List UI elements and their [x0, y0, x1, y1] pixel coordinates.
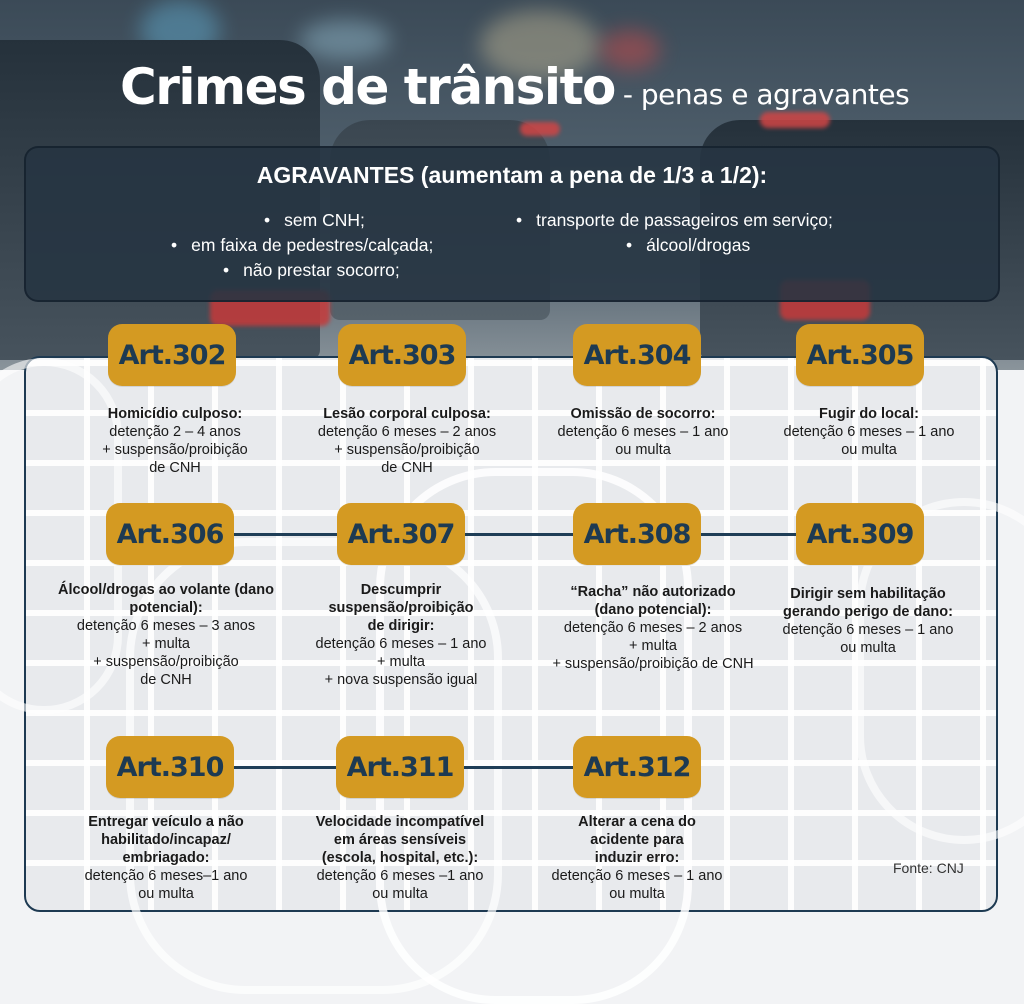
article-description [298, 581, 504, 689]
agravante-item: • em faixa de pedestres/calçada; [171, 235, 433, 256]
article-description [764, 405, 974, 459]
article-description [66, 813, 266, 903]
agravantes-box [24, 146, 1000, 302]
article-penalty: de CNH [140, 672, 192, 688]
article-title: Lesão corporal culposa: [323, 406, 491, 422]
article-penalty: detenção 6 meses – 2 anos [563, 620, 743, 636]
article-badge: Art.311 [336, 736, 464, 798]
article-penalty: detenção 6 meses – 1 ano [551, 868, 723, 884]
article-penalty: ou multa [138, 886, 194, 902]
article-penalty: detenção 6 meses – 3 anos [76, 618, 256, 634]
article-description [768, 585, 968, 657]
article-title: Fugir do local: [819, 406, 919, 422]
article-title: Alterar a cena do acidente para induzir erro: [578, 814, 696, 866]
article-badge: Art.308 [573, 503, 701, 565]
agravante-item: • sem CNH; [264, 210, 365, 231]
article-title: Homicídio culposo: [107, 406, 243, 422]
article-title: Entregar veículo a não habilitado/incapaz/ embriagado: [88, 814, 244, 866]
article-description [70, 405, 280, 477]
article-title: Dirigir sem habilitação gerando perigo de dano: [783, 586, 953, 620]
article-badge: Art.312 [573, 736, 701, 798]
article-badge: Art.305 [796, 324, 924, 386]
article-penalty: + multa [142, 636, 190, 652]
article-penalty: + multa [629, 638, 677, 654]
article-penalty: de CNH [381, 460, 433, 476]
article-title: Descumprir suspensão/proibição de dirigir: [328, 582, 474, 634]
article-title: Omissão de socorro: [570, 406, 716, 422]
article-description [538, 405, 748, 459]
source-credit: Fonte: CNJ [893, 860, 964, 876]
article-penalty: detenção 6 meses – 2 anos [317, 424, 497, 440]
article-badge: Art.307 [337, 503, 465, 565]
agravantes-heading: AGRAVANTES (aumentam a pena de 1/3 a 1/2): [256, 162, 768, 188]
article-penalty: + suspensão/proibição [102, 442, 248, 458]
article-badge: Art.309 [796, 503, 924, 565]
article-penalty: detenção 6 meses – 1 ano [315, 636, 487, 652]
article-badge: Art.306 [106, 503, 234, 565]
article-penalty: detenção 6 meses – 1 ano [557, 424, 729, 440]
article-penalty: de CNH [149, 460, 201, 476]
article-description [302, 405, 512, 477]
article-penalty: + suspensão/proibição [334, 442, 480, 458]
article-penalty: ou multa [372, 886, 428, 902]
article-penalty: detenção 6 meses – 1 ano [782, 622, 954, 638]
article-penalty: ou multa [841, 442, 897, 458]
article-penalty: ou multa [609, 886, 665, 902]
title-main: Crimes de trânsito [120, 58, 615, 116]
title-subtitle: - penas e agravantes [622, 78, 910, 111]
article-description [537, 813, 737, 903]
agravante-item: • transporte de passageiros em serviço; [516, 210, 833, 231]
article-penalty: detenção 6 meses –1 ano [316, 868, 484, 884]
article-title: Velocidade incompatível em áreas sensíveis (escola, hospital, etc.): [315, 814, 485, 866]
article-penalty: detenção 6 meses–1 ano [84, 868, 248, 884]
page-title [120, 58, 909, 116]
article-penalty: + suspensão/proibição de CNH [552, 656, 754, 672]
article-description [300, 813, 500, 903]
article-badge: Art.303 [338, 324, 466, 386]
article-description [538, 583, 768, 673]
connector-line [234, 533, 806, 536]
article-penalty: + nova suspensão igual [324, 672, 478, 688]
article-title: “Racha” não autorizado (dano potencial): [570, 584, 736, 618]
article-badge: Art.304 [573, 324, 701, 386]
article-penalty: + suspensão/proibição [93, 654, 239, 670]
article-penalty: detenção 6 meses – 1 ano [783, 424, 955, 440]
article-penalty: ou multa [840, 640, 896, 656]
article-penalty: detenção 2 – 4 anos [109, 424, 241, 440]
article-description [56, 581, 276, 689]
article-penalty: ou multa [615, 442, 671, 458]
article-badge: Art.302 [108, 324, 236, 386]
agravante-item: • não prestar socorro; [223, 260, 400, 281]
agravante-item: • álcool/drogas [626, 235, 750, 256]
article-badge: Art.310 [106, 736, 234, 798]
article-title: Álcool/drogas ao volante (dano potencial): [58, 582, 274, 616]
article-penalty: + multa [377, 654, 425, 670]
